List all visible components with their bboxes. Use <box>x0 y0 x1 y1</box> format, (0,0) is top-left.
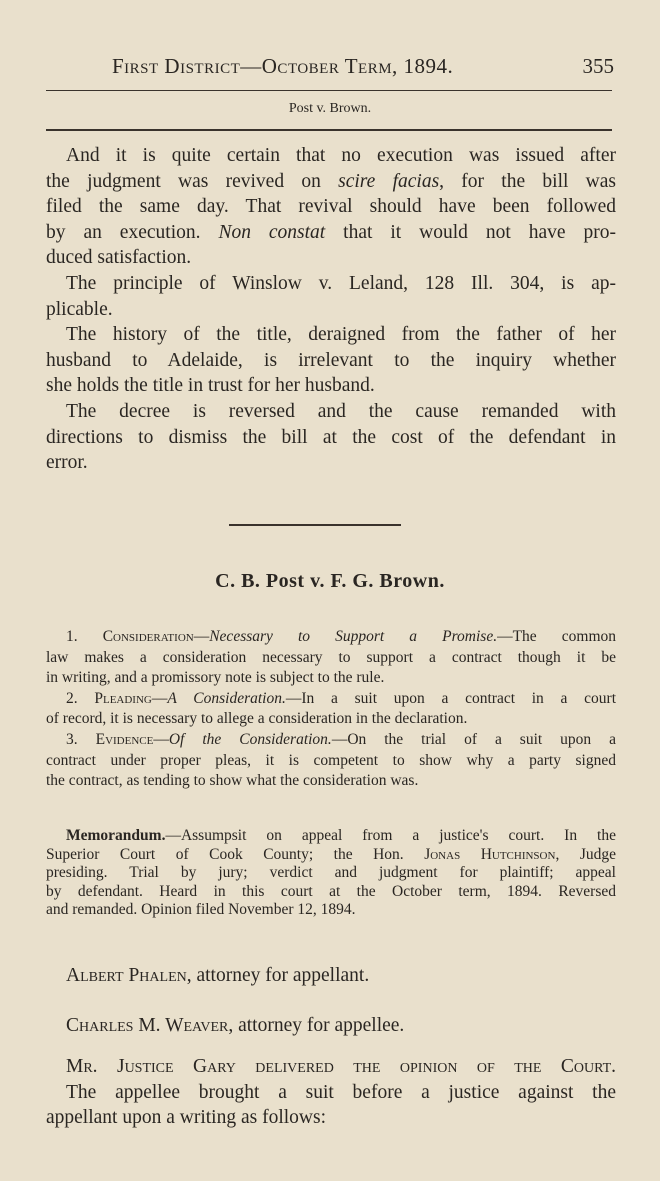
text-line <box>46 951 616 1001</box>
text-segment: 2. <box>66 689 95 707</box>
text-line <box>46 901 616 920</box>
text-segment: The history of the title, deraigned from the father of her <box>66 324 616 346</box>
text-segment: — <box>153 730 169 748</box>
text-segment: , attorney for appellee. <box>228 1015 405 1036</box>
italic-text: Of the Consideration. <box>168 730 332 748</box>
text-segment: —In a suit upon a contract in a court <box>285 689 616 707</box>
italic-text: A Consideration. <box>167 689 286 707</box>
text-segment: error. <box>46 452 88 474</box>
small-caps-text: Albert Phalen <box>66 965 187 986</box>
text-segment: The appellee brought a suit before a justice against the <box>66 1081 616 1103</box>
text-segment: law makes a consideration necessary to support a contract though it be <box>46 648 616 666</box>
text-segment: that it would not have pro- <box>325 221 616 243</box>
italic-text: Non constat <box>218 221 326 243</box>
text-segment: The decree is reversed and the cause remanded with <box>66 400 616 422</box>
text-segment: the judgment was revived on <box>46 170 339 192</box>
running-head: Post v. Brown. <box>288 101 372 116</box>
small-caps-text: Charles M. Weaver <box>66 1015 229 1036</box>
text-line <box>46 771 616 792</box>
text-line <box>46 194 616 220</box>
text-segment: of record, it is necessary to allege a consideration in the declaration. <box>46 710 468 728</box>
text-line <box>46 1054 616 1080</box>
text-line <box>46 322 616 348</box>
text-line <box>46 730 616 751</box>
text-segment: and remanded. Opinion filed November 12, 1894. <box>46 901 356 919</box>
text-line <box>46 399 616 425</box>
memorandum <box>46 827 616 920</box>
text-segment: , for the bill was <box>439 170 616 192</box>
text-line <box>46 425 616 451</box>
text-segment: —On the trial of a suit upon a <box>331 730 617 748</box>
text-line <box>46 450 616 476</box>
text-segment: she holds the title in trust for her husband. <box>46 375 375 397</box>
text-line <box>46 864 616 883</box>
text-line <box>46 648 616 669</box>
small-caps-text: Consideration <box>102 628 194 645</box>
opinion-start <box>46 1054 616 1131</box>
counsel <box>46 951 616 1051</box>
text-line <box>46 883 616 902</box>
text-segment: the contract, as tending to show what the consideration was. <box>46 772 419 790</box>
text-line <box>46 1080 616 1106</box>
text-line <box>46 751 616 772</box>
text-line <box>46 220 616 246</box>
small-caps-text: Evidence <box>95 730 154 748</box>
italic-text: scire facias <box>338 170 440 192</box>
text-segment: , Judge <box>555 845 616 863</box>
text-segment: , attorney for appellant. <box>186 965 370 986</box>
text-line <box>46 143 616 169</box>
section-divider <box>229 524 401 526</box>
text-segment: —The common <box>497 628 617 645</box>
text-line <box>46 846 616 865</box>
text-segment: by defendant. Heard in this court at the October term, 1894. Reversed <box>46 882 616 900</box>
text-line <box>46 709 616 730</box>
text-line <box>46 668 616 689</box>
text-segment: duced satisfaction. <box>46 247 192 269</box>
text-line <box>46 1105 616 1131</box>
text-line <box>46 827 616 846</box>
text-segment: And it is quite certain that no execution was issued after <box>66 145 616 166</box>
text-segment: directions to dismiss the bill at the cost of the defendant in <box>46 426 616 448</box>
text-segment: by an execution. <box>46 221 219 243</box>
text-segment: — <box>193 628 210 645</box>
header-rule <box>46 90 612 91</box>
text-line <box>46 271 616 297</box>
text-line <box>46 169 616 195</box>
text-line <box>46 689 616 710</box>
text-segment: 3. <box>66 730 96 748</box>
running-title: First District—October Term, 1894. <box>112 54 454 78</box>
text-segment: in writing, and a promissory note is subject to the rule. <box>46 669 385 687</box>
text-segment: husband to Adelaide, is irrelevant to the inquiry whether <box>46 349 616 371</box>
text-line <box>46 627 616 648</box>
header-rule-bottom <box>46 129 612 131</box>
italic-text: Necessary to Support a Promise. <box>209 628 498 645</box>
text-segment: —Assumpsit on appeal from a justice's court. In the <box>165 827 616 844</box>
text-line <box>46 373 616 399</box>
text-segment: Superior Court of Cook County; the Hon. <box>46 845 425 863</box>
text-segment: presiding. Trial by jury; verdict and judgment for plaintiff; appeal <box>46 864 616 882</box>
bold-text: Memorandum. <box>66 827 166 844</box>
text-segment: appellant upon a writing as follows: <box>46 1107 326 1128</box>
case-title: C. B. Post v. F. G. Brown. <box>215 570 445 592</box>
text-line <box>46 297 616 323</box>
opinion-end-text <box>46 143 616 476</box>
text-line <box>46 1001 616 1051</box>
page-number: 355 <box>582 54 614 78</box>
small-caps-text: Jonas Hutchinson <box>424 845 556 863</box>
small-caps-text: Mr. Justice Gary delivered the opinion of the Court. <box>66 1056 616 1077</box>
text-segment: 1. <box>66 628 103 645</box>
headnotes <box>46 627 616 792</box>
text-segment: plicable. <box>46 298 113 320</box>
text-segment: filed the same day. That revival should have been followed <box>46 196 616 218</box>
small-caps-text: Pleading <box>94 689 152 707</box>
text-line <box>46 348 616 374</box>
text-segment: The principle of Winslow v. Leland, 128 Ill. 304, is ap- <box>66 272 616 294</box>
text-line <box>46 245 616 271</box>
text-segment: contract under proper pleas, it is competent to show why a party signed <box>46 751 616 769</box>
text-segment: — <box>151 689 168 707</box>
